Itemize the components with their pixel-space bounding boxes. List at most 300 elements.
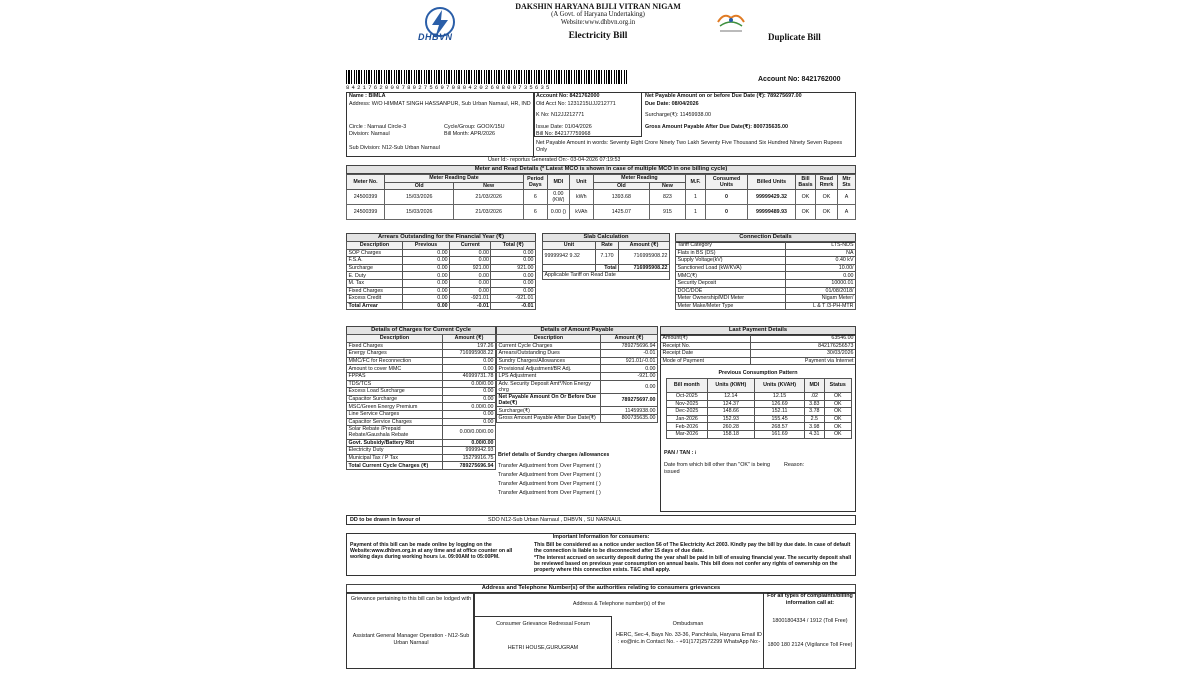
cell: TDS/TCS <box>347 380 443 388</box>
cell: 1393.68 <box>593 190 649 205</box>
user-id-generated: User Id:- reportus Generated On:- 03-04-2026 07:19:53 <box>488 157 621 163</box>
col-mdi: MDI <box>547 175 569 190</box>
cell: Dec-2025 <box>667 408 708 416</box>
cell: 148.66 <box>707 408 754 416</box>
arrears-title: Arrears Outstanding for the Financial Year (₹) <box>346 233 536 243</box>
cell: 15279916.75 <box>443 454 496 462</box>
consumer-address: Address: W/O HIMMAT SINGH HASSANPUR, Sub Urban Narnaul, HR, IND <box>349 101 531 107</box>
cell: 155.45 <box>755 415 805 423</box>
cell: A <box>838 190 856 205</box>
cell: 0.00/0.00 <box>443 439 496 447</box>
table-row <box>497 350 658 358</box>
cell: 24500399 <box>347 205 385 220</box>
cell: 158.18 <box>707 430 754 438</box>
table-row <box>347 190 856 205</box>
cell: 63546.00 <box>751 335 856 343</box>
cell: OK <box>796 190 816 205</box>
cell: 0.00 <box>491 272 536 280</box>
cell: 0.00 <box>450 279 491 287</box>
cell: Receipt Date <box>661 350 751 358</box>
cell: Jan-2026 <box>667 415 708 423</box>
col-reading-new: New <box>649 182 685 190</box>
cell: 0.00 <box>491 279 536 287</box>
cell: 0.00 (KW) <box>547 190 569 205</box>
table-row <box>676 279 856 287</box>
table-row <box>497 342 658 350</box>
cell: 842176256573 <box>751 342 856 350</box>
cell: 921.00 <box>491 264 536 272</box>
cell: 0.00 <box>403 249 450 257</box>
table-row <box>347 257 536 265</box>
cell: Total Arrear <box>347 302 403 310</box>
pan-tan: PAN / TAN : / <box>664 450 697 456</box>
cell: Feb-2026 <box>667 423 708 431</box>
table-row <box>497 365 658 373</box>
slab-col: Rate <box>595 242 618 250</box>
table-row <box>497 414 658 422</box>
table-row <box>347 447 496 455</box>
col-mf: M.F. <box>686 175 706 190</box>
toll-free-2[interactable]: 1800 180 2124 (Vigilance Toll Free) <box>767 642 853 648</box>
cell: 161.69 <box>755 430 805 438</box>
electricity-bill-document <box>338 0 862 675</box>
cell: 0.00 <box>450 272 491 280</box>
table-row <box>347 365 496 373</box>
cell: Sanctioned Load (kW/KVA) <box>676 264 786 272</box>
cell: Surcharge(₹) <box>497 407 601 415</box>
table-row <box>347 439 496 447</box>
cell: 6 <box>523 205 547 220</box>
important-left: Payment of this bill can be made online by logging on the Website:www.dhbvn.org.in at any time and at office counter on all working days during working hours i.e. 09:00AM to 05:00PM. <box>350 542 513 561</box>
cell: OK <box>796 205 816 220</box>
circle: Circle : Narnaul Circle-3 <box>349 124 407 130</box>
cell: OK <box>824 415 851 423</box>
cell: M. Tax <box>347 279 403 287</box>
cell: LTS-NDS <box>786 242 856 250</box>
col-unit: Unit <box>569 175 593 190</box>
cell: F.S.A. <box>347 257 403 265</box>
connection-title: Connection Details <box>675 233 856 243</box>
table-row <box>543 264 670 272</box>
cell: Solar Rebate /Prepaid Rebate/Gaushala Rebate <box>347 426 443 439</box>
table-row <box>347 388 496 396</box>
cell: Oct-2025 <box>667 393 708 401</box>
table-row <box>543 272 670 280</box>
charges-col: Amount (₹) <box>443 335 496 343</box>
cell: 921.01/-0.01 <box>601 357 658 365</box>
cell: Capacitor Service Charges <box>347 418 443 426</box>
meter-section-title: Meter and Read Details (* Latest MCO is shown in case of multiple MCO in one billing cycle) <box>346 165 856 174</box>
cell: 11459938.00 <box>601 407 658 415</box>
cell: 12.14 <box>707 393 754 401</box>
cell: Current Cycle Charges <box>497 342 601 350</box>
table-row <box>347 350 496 358</box>
table-row <box>497 372 658 380</box>
cell: MSC/Green Energy Premium <box>347 403 443 411</box>
cell: -0.01 <box>491 302 536 310</box>
slab-note: Applicable Tariff on Read Date <box>543 272 670 280</box>
table-row <box>676 287 856 295</box>
table-row <box>497 357 658 365</box>
address-col-1 <box>346 592 474 669</box>
cell: 15/03/2026 <box>385 205 454 220</box>
ombudsman-label: Ombudsman <box>672 621 704 627</box>
cell: 0.00/0.00/0.00 <box>443 426 496 439</box>
barcode-digits: 8421762000789275697080420260800735635 <box>346 84 552 91</box>
cell: Nigam Meter/ <box>786 295 856 303</box>
col-read-remark: Read Rmrk <box>816 175 838 190</box>
table-row <box>676 264 856 272</box>
important-right-1: This Bill be considered as a notice under section 56 of The Electricity Act 2003. Kindly pay the bill by due date. In case of default the connection is liable to be disconnected after 15 days of due date. <box>534 542 851 555</box>
date-other-than-ok: Date from which bill other than "OK" is being issued <box>664 462 770 475</box>
cell: 1425.07 <box>593 205 649 220</box>
table-row <box>347 410 496 418</box>
charges-table <box>346 334 496 470</box>
table-row <box>676 272 856 280</box>
slab-rate: 7.170 <box>595 249 618 264</box>
pattern-col: Bill month <box>667 379 708 393</box>
cell: -0.01 <box>601 350 658 358</box>
ombudsman-address: HERC, Sec-4, Bays No. 33-36, Panchkula, Haryana Email ID : eo@nic.in Contact No. - +91(172)2572299 WhatsApp No:- <box>616 632 762 645</box>
last-payment-title: Last Payment Details <box>660 326 856 336</box>
table-row <box>347 357 496 365</box>
cell: kWh <box>569 190 593 205</box>
charges-col: Description <box>347 335 443 343</box>
payable-col: Description <box>497 335 601 343</box>
cell: 21/03/2026 <box>454 190 523 205</box>
table-row <box>347 418 496 426</box>
grievance-label: Grievance pertaining to this bill can be lodged with <box>350 596 472 602</box>
cell: Electricity Duty <box>347 447 443 455</box>
col-meter-status: Mtr Sts <box>838 175 856 190</box>
cell: OK <box>824 393 851 401</box>
cell: Capacitor Surcharge <box>347 395 443 403</box>
k-no: K No: N12JJ212771 <box>536 112 585 118</box>
dhbvn-logo <box>420 6 460 46</box>
cell: 0.00 <box>491 257 536 265</box>
consumer-name: Name : BIMLA <box>349 93 386 99</box>
cycle-group: Cycle/Group: GOOX/15U <box>444 124 505 130</box>
cell: SOP Charges <box>347 249 403 257</box>
cell: 0.00 <box>491 287 536 295</box>
col-date-old: Old <box>385 182 454 190</box>
cell: 0.00 <box>450 287 491 295</box>
pattern-col: Units (KVAH) <box>755 379 805 393</box>
table-row <box>676 242 856 250</box>
cell: 46999731.78 <box>443 372 496 380</box>
table-row <box>347 372 496 380</box>
cell: Amount(₹) <box>661 335 751 343</box>
table-row <box>497 393 658 406</box>
cell: 915 <box>649 205 685 220</box>
cell: 15/03/2026 <box>385 190 454 205</box>
cell: Net Payable Amount On Or Before Due Date(₹) <box>497 393 601 406</box>
cell: 0.00 <box>443 418 496 426</box>
cell: 0.00/0.00 <box>443 403 496 411</box>
cell: kVAh <box>569 205 593 220</box>
cell: Arrears/Outstanding Dues <box>497 350 601 358</box>
cell: Fixed Charges <box>347 342 443 350</box>
cell: 0.00 <box>443 365 496 373</box>
cell: 0 <box>706 205 748 220</box>
table-row <box>543 249 670 264</box>
issue-date: Issue Date: 01/04/2026 <box>536 124 592 130</box>
cell: Security Deposit <box>676 279 786 287</box>
cell: A <box>838 205 856 220</box>
cell: Tariff Category <box>676 242 786 250</box>
cell: -0.01 <box>450 302 491 310</box>
due-date: Due Date: 08/04/2026 <box>645 101 699 107</box>
col-reading-old: Old <box>593 182 649 190</box>
sundry-row: Transfer Adjustment from Over Payment ( ) <box>498 472 601 478</box>
cell: 0.00 <box>403 279 450 287</box>
cell: 10000.01 <box>786 279 856 287</box>
pattern-title: Previous Consumption Pattern <box>718 370 798 376</box>
address-label: Address & Telephone number(s) of the <box>572 601 666 607</box>
cell: 01/08/2018/ <box>786 287 856 295</box>
pattern-col: MDI <box>805 379 824 393</box>
cell: 3.98 <box>805 423 824 431</box>
cell: 197.26 <box>443 342 496 350</box>
gross-after-due: Gross Amount Payable After Due Date(₹): 800735635.00 <box>645 124 788 130</box>
cell: 268.57 <box>755 423 805 431</box>
table-row <box>347 272 536 280</box>
cell: Gross Amount Payable After Due Date(₹) <box>497 414 601 422</box>
cell: Energy Charges <box>347 350 443 358</box>
cell: -921.00 <box>601 372 658 380</box>
col-reading-date: Meter Reading Date <box>385 175 524 183</box>
cell: FPPAS <box>347 372 443 380</box>
forum-label: Consumer Grievance Redressal Forum <box>496 621 590 627</box>
cell: Excess Load Surcharge <box>347 388 443 396</box>
bill-no: Bill No: 842177759968 <box>536 131 591 137</box>
cell: Adv. Security Deposit Amt*/Non Energy chrg <box>497 380 601 393</box>
slab-table <box>542 241 670 280</box>
cell: Excess Credit <box>347 295 403 303</box>
duplicate-bill-label: Duplicate Bill <box>768 32 821 42</box>
cell: Total Current Cycle Charges (₹) <box>347 462 443 470</box>
address-title: Address and Telephone Number(s) of the authorities relating to consumers grievances <box>346 584 856 594</box>
sundry-row: Transfer Adjustment from Over Payment ( ) <box>498 490 601 496</box>
slab-amount: 716995908.22 <box>619 249 670 264</box>
cell: 0.00 <box>450 249 491 257</box>
logo-text: DHBVN <box>418 32 453 42</box>
cell: 0.00 <box>403 257 450 265</box>
dd-value: SDO N12-Sub Urban Narnaul , DHBVN , SU NARNAUL <box>488 517 622 523</box>
sundry-row: Transfer Adjustment from Over Payment ( ) <box>498 481 601 487</box>
slab-total: 716995908.22 <box>619 264 670 272</box>
cell: Fixed Charges <box>347 287 403 295</box>
table-row <box>497 380 658 393</box>
last-payment-box <box>660 334 856 512</box>
division: Division: Narnaul <box>349 131 390 137</box>
cell: OK <box>816 205 838 220</box>
cell: 6 <box>523 190 547 205</box>
cell: 10.00/ <box>786 264 856 272</box>
col-date-new: New <box>454 182 523 190</box>
payable-table <box>496 334 658 423</box>
slab-unit: 99999942 9.32 <box>543 249 596 264</box>
slab-total-label: Total <box>595 264 618 272</box>
account-no: Account No: 8421762000 <box>536 93 600 99</box>
pattern-col: Units (KWH) <box>707 379 754 393</box>
table-row <box>347 395 496 403</box>
cell: OK <box>824 400 851 408</box>
cell: 124.37 <box>707 400 754 408</box>
table-row <box>347 264 536 272</box>
cell: E. Duty <box>347 272 403 280</box>
table-row <box>347 342 496 350</box>
arrears-table <box>346 241 536 310</box>
sundry-title: Brief details of Sundry charges /allowances <box>498 452 610 458</box>
cell: .02 <box>805 393 824 401</box>
table-row <box>497 407 658 415</box>
cell: 152.93 <box>707 415 754 423</box>
cell: 24500399 <box>347 190 385 205</box>
dd-label: DD to be drawn in favour of <box>350 517 421 523</box>
cell: Receipt No. <box>661 342 751 350</box>
cell: 0 <box>706 190 748 205</box>
bill-month: Bill Month: APR/2026 <box>444 131 495 137</box>
cell: Meter Ownership/MDI Meter <box>676 295 786 303</box>
payable-title: Details of Amount Payable <box>496 326 658 336</box>
important-right-2: *The interest accrued on security deposit during the year shall be paid in bill of ensuing financial year. The security deposit shall be reviewed based on previous year consumption on annual basis. This bill does not confer any rights of ownership on the property where this connection exists. T&C shall apply. <box>534 555 852 574</box>
barcode <box>346 70 628 84</box>
account-no-header: Account No: 8421762000 <box>758 76 841 83</box>
cell: 823 <box>649 190 685 205</box>
cell: 0.00 <box>443 388 496 396</box>
bill-title: Electricity Bill <box>568 31 628 41</box>
sub-division: Sub Division: N12-Sub Urban Narnaul <box>349 145 440 151</box>
sundry-row: Transfer Adjustment from Over Payment ( ) <box>498 463 601 469</box>
table-row <box>347 295 536 303</box>
surcharge-header: Surcharge(₹): 11459938.00 <box>645 112 711 118</box>
cell: Supply Voltage(kV) <box>676 257 786 265</box>
cell: 716995908.22 <box>443 350 496 358</box>
net-payable-header: Net Payable Amount on or before Due Date (₹): 789275697.00 <box>645 93 802 99</box>
cell <box>543 264 596 272</box>
cell: Municipal Tax / P Tax <box>347 454 443 462</box>
cell: 30/03/2026 <box>751 350 856 358</box>
cell: Surcharge <box>347 264 403 272</box>
table-row <box>676 257 856 265</box>
cell: Flats in BS (DS) <box>676 249 786 257</box>
cell: 0.00 <box>403 295 450 303</box>
table-row <box>347 380 496 388</box>
cell: Payment via Internet <box>751 357 856 365</box>
cell: OK <box>824 423 851 431</box>
cell: OK <box>816 190 838 205</box>
cell: 99999429.32 <box>748 190 796 205</box>
meter-table <box>346 174 856 220</box>
col-period-days: Period Days <box>523 175 547 190</box>
toll-free-1[interactable]: 18001804334 / 1912 (Toll Free) <box>772 618 848 624</box>
table-row <box>347 205 856 220</box>
table-row <box>347 302 536 310</box>
table-row <box>347 426 496 439</box>
cell: 3.78 <box>805 408 824 416</box>
table-row <box>676 302 856 310</box>
amount-in-words: Net Payable Amount in words: Seventy Eight Crore Ninety Two Lakh Seventy Five Thousand Six Hundred Ninety Seven Rupees Only <box>536 140 843 153</box>
cell: 0.00 <box>403 287 450 295</box>
org-sub: (A Govt. of Haryana Undertaking) <box>551 11 645 18</box>
cell: 0.00 <box>403 264 450 272</box>
table-row <box>347 249 536 257</box>
cell: Mar-2026 <box>667 430 708 438</box>
all-types-label: For all types of complaints/billing information call at: <box>767 593 853 606</box>
payable-col: Amount (₹) <box>601 335 658 343</box>
reason: Reason: <box>784 462 805 468</box>
cell: 800735635.00 <box>601 414 658 422</box>
cell: 0.00 <box>786 272 856 280</box>
arrears-col: Total (₹) <box>491 242 536 250</box>
arrears-col: Description <box>347 242 403 250</box>
col-meter-reading: Meter Reading <box>593 175 685 183</box>
cell: 0.00/0.00 <box>443 380 496 388</box>
cell: 1 <box>686 205 706 220</box>
table-row <box>347 462 496 470</box>
slab-col: Amount (₹) <box>619 242 670 250</box>
cell: Mode of Payment <box>661 357 751 365</box>
cell: DOC/DOE <box>676 287 786 295</box>
table-row <box>676 295 856 303</box>
cell: 99999489.93 <box>748 205 796 220</box>
cell: Amount to cover MMC <box>347 365 443 373</box>
table-row <box>347 454 496 462</box>
cell: Nov-2025 <box>667 400 708 408</box>
cell: Provisional Adjustment/BR Adj. <box>497 365 601 373</box>
cell: 260.28 <box>707 423 754 431</box>
cell: 4.31 <box>805 430 824 438</box>
cell: -921.01 <box>450 295 491 303</box>
cell: Sundry Charges/Allowances <box>497 357 601 365</box>
cell: 12.15 <box>755 393 805 401</box>
cell: 0.00 <box>403 302 450 310</box>
slab-title: Slab Calculation <box>542 233 670 243</box>
col-consumed-units: Consumed Units <box>706 175 748 190</box>
cell: NA <box>786 249 856 257</box>
important-title: Important Information for consumers: <box>552 534 650 540</box>
cell: 0.00 <box>491 249 536 257</box>
cell: 789275696.94 <box>443 462 496 470</box>
cell: 0.00 <box>403 272 450 280</box>
cell: -921.01 <box>491 295 536 303</box>
cell: 0.00 <box>601 380 658 393</box>
cell: 21/03/2026 <box>454 205 523 220</box>
cell: 0.00 <box>601 365 658 373</box>
col-billed-units: Billed Units <box>748 175 796 190</box>
haryana-emblem-icon <box>714 8 748 36</box>
cell: 0.00 <box>450 257 491 265</box>
cell: 789275697.00 <box>601 393 658 406</box>
cell: 0.00 () <box>547 205 569 220</box>
cell: Govt. Subsidy/Battery Rbt <box>347 439 443 447</box>
cell: Line Service Charges <box>347 410 443 418</box>
cell: 126.69 <box>755 400 805 408</box>
arrears-col: Current <box>450 242 491 250</box>
cell: 9999942.93 <box>443 447 496 455</box>
table-row <box>347 403 496 411</box>
org-website[interactable]: Website:www.dhbvn.org.in <box>560 19 636 26</box>
pattern-col: Status <box>824 379 851 393</box>
table-row <box>347 287 536 295</box>
cell: 152.11 <box>755 408 805 416</box>
cell: MMC/FC for Reconnection <box>347 357 443 365</box>
agm-contact: Assistant General Manager Operation - N12-Sub Urban Narnaul <box>352 633 470 646</box>
table-row <box>676 249 856 257</box>
cell: 0.00 <box>443 395 496 403</box>
cell: MMC(₹) <box>676 272 786 280</box>
